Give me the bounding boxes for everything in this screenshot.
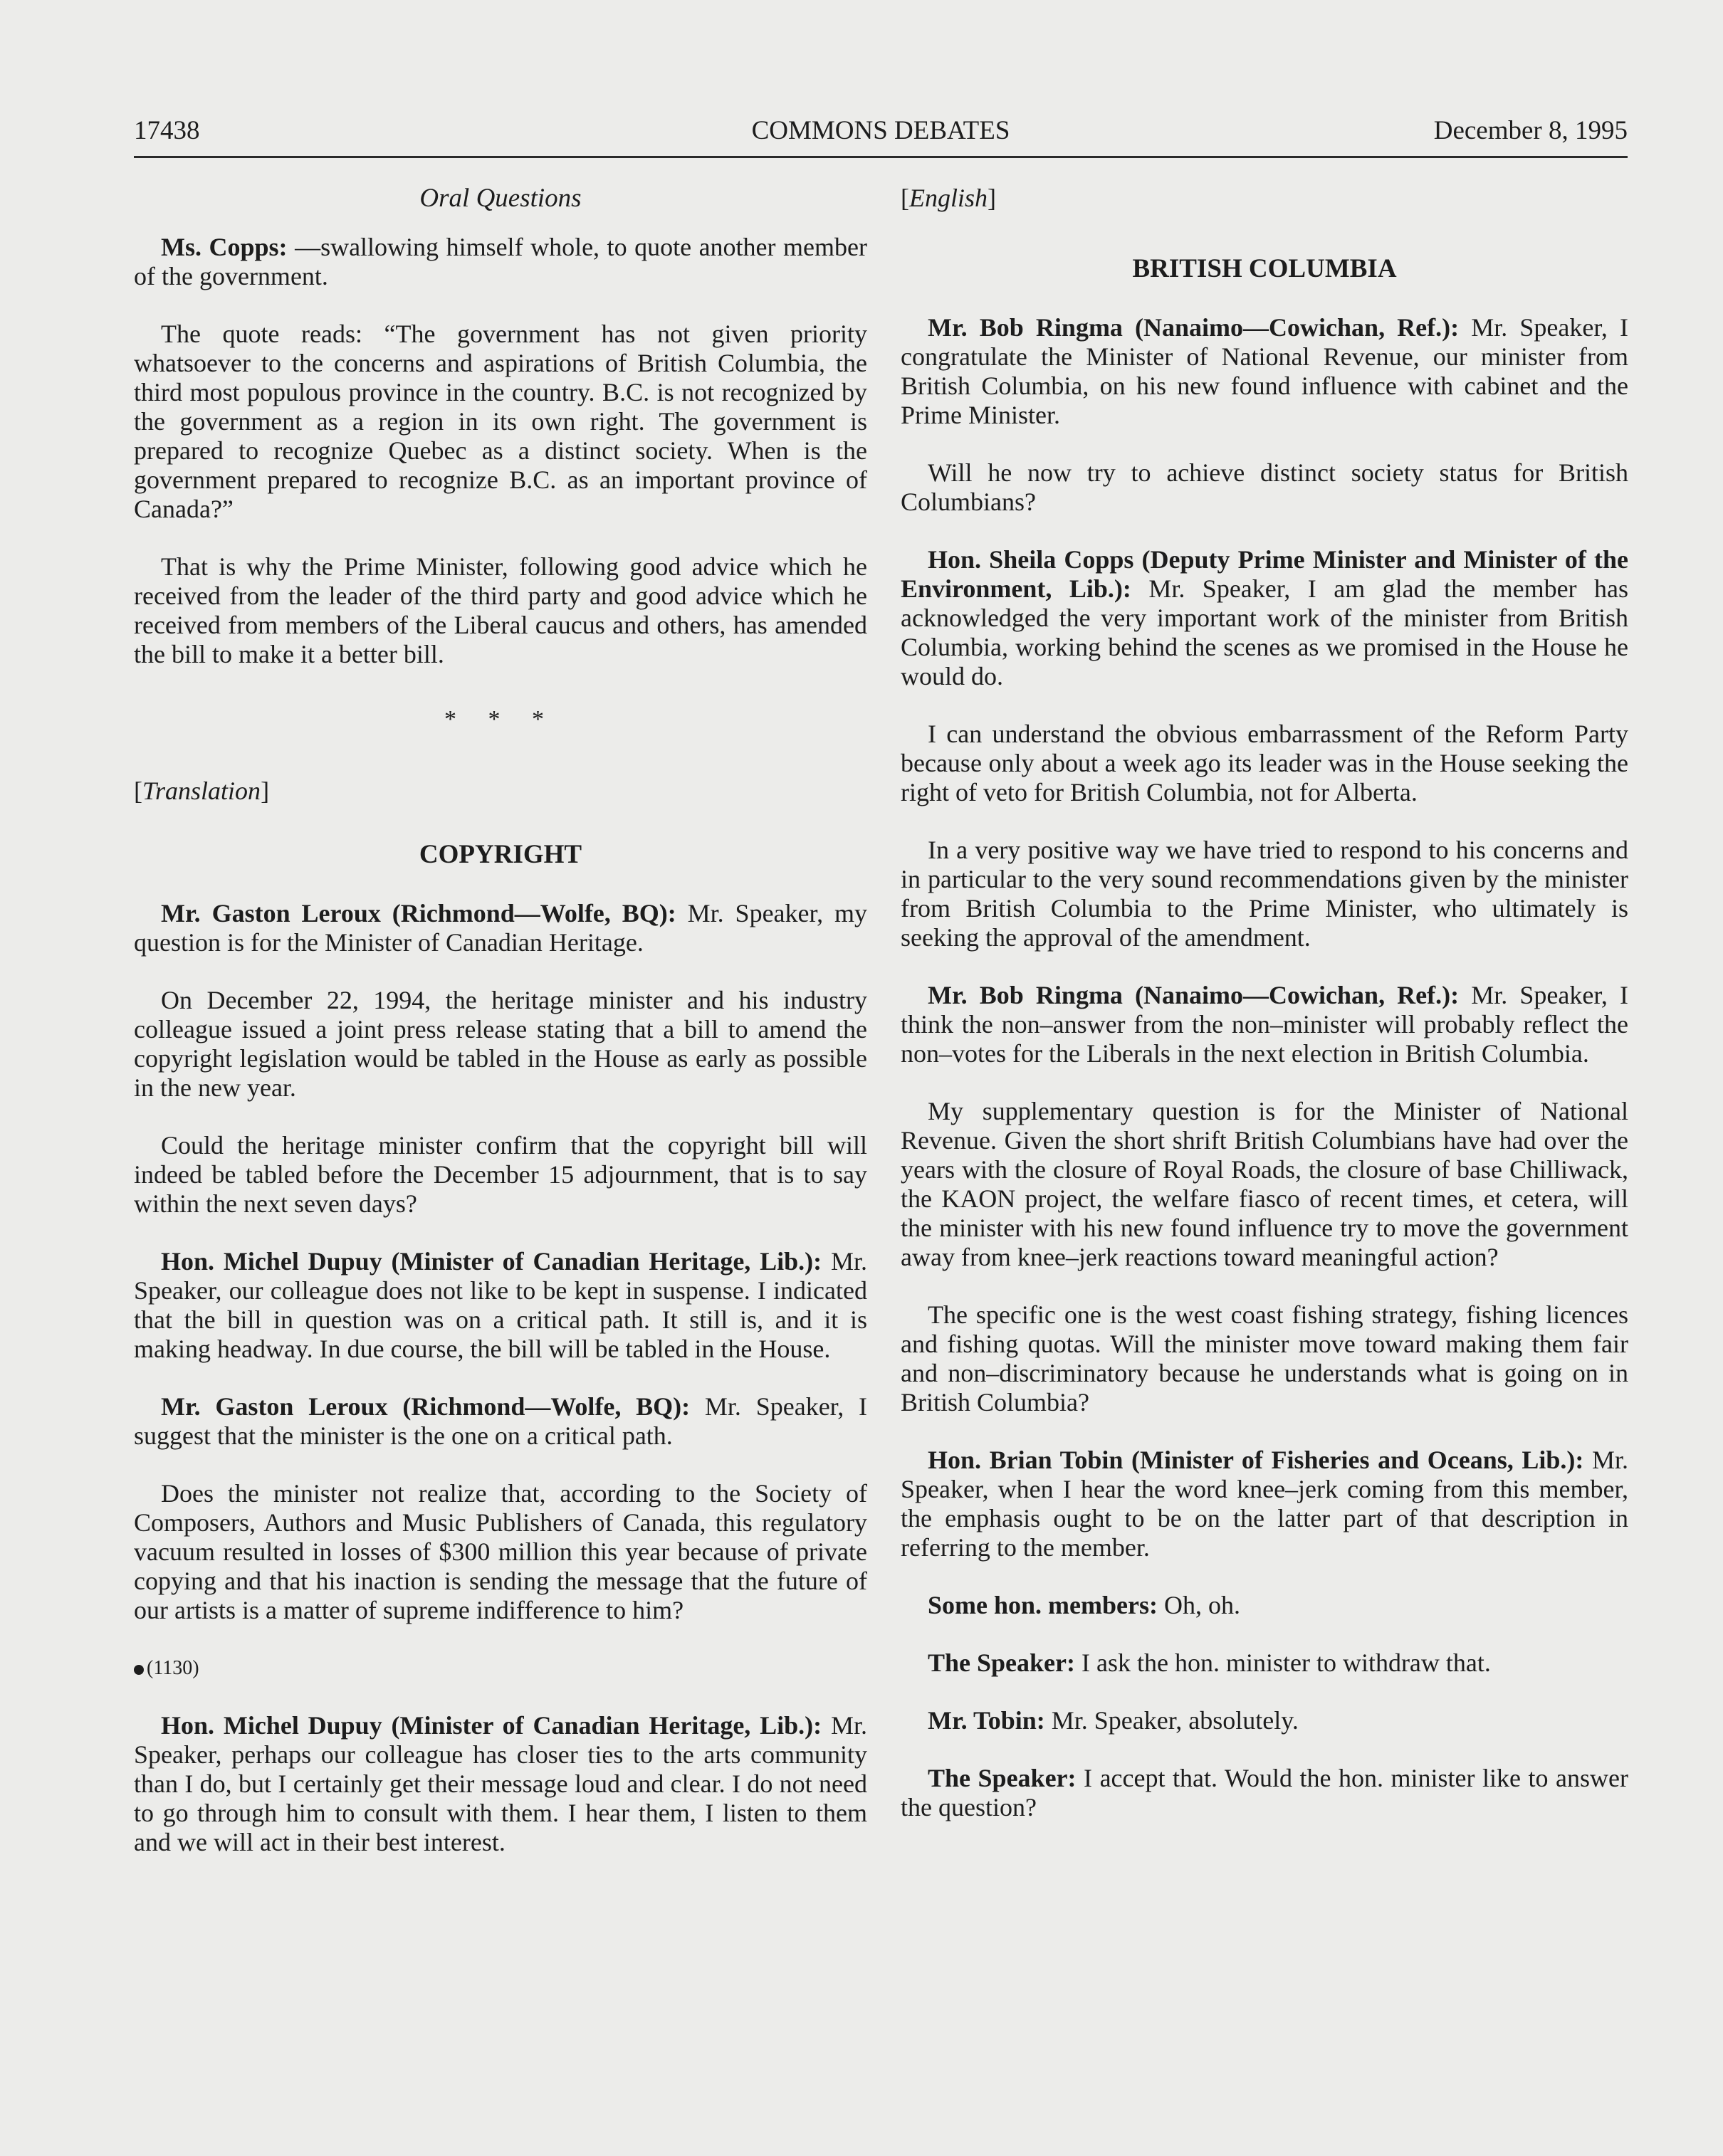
publication-title: COMMONS DEBATES — [751, 116, 1010, 145]
speech-text: Mr. Speaker, I congratulate the Minister of National Revenue, our minister from British Columbia, on his new found influence with cabinet and the Prime Minister. — [901, 313, 1628, 429]
speech-paragraph: My supplementary question is for the Minister of National Revenue. Given the short shrift British Columbians have had over the years with the closure of Royal Roads, the closure of base Chilliwack, the KAON project, the welfare fiasco of recent times, et cetera, will the minister with his new found influence try to move the government away from knee–jerk reactions toward meaningful action? — [901, 1097, 1628, 1271]
speech-paragraph — [134, 1392, 867, 1451]
language-note: [Translation] — [134, 777, 270, 805]
speaker-name: Hon. Brian Tobin (Minister of Fisheries and Oceans, Lib.): — [928, 1446, 1584, 1474]
language-note-word: English — [909, 184, 988, 212]
speaker-name: The Speaker: — [928, 1648, 1075, 1677]
page-header — [134, 115, 1628, 157]
speaker-name: Hon. Michel Dupuy (Minister of Canadian Heritage, Lib.): — [161, 1711, 822, 1740]
speech-text: I accept that. Would the hon. minister like to answer the question? — [901, 1764, 1628, 1821]
speech-paragraph — [901, 1706, 1628, 1735]
section-heading: COPYRIGHT — [419, 840, 582, 869]
speech-paragraph — [901, 1764, 1628, 1822]
speaker-name: Some hon. members: — [928, 1591, 1158, 1619]
speech-paragraph: The quote reads: “The government has not given priority whatsoever to the concerns and aspirations of British Columbia, the third most populous province in the country. B.C. is not recognized by the government as a region in its own right. The government is prepared to recognize Quebec as a distinct society. When is the government prepared to recognize B.C. as an important province of Canada?” — [134, 320, 867, 523]
speech-paragraph — [901, 313, 1628, 430]
speech-text: —swallowing himself whole, to quote another member of the government. — [134, 233, 867, 290]
sitting-date: December 8, 1995 — [1433, 116, 1628, 145]
running-head: Oral Questions — [419, 184, 582, 213]
speech-text: Mr. Speaker, I think the non–answer from the non–minister will probably reflect the non–votes for the Liberals in the next election in British Columbia. — [901, 981, 1628, 1068]
speech-paragraph: That is why the Prime Minister, following good advice which he received from the leader of the third party and good advice which he received from members of the Liberal caucus and others, has amended the bill to make it a better bill. — [134, 552, 867, 668]
speech-paragraph: On December 22, 1994, the heritage minister and his industry colleague issued a joint press release stating that a bill to amend the copyright legislation would be tabled in the House as early as possible in the new year. — [134, 986, 867, 1102]
speech-text: Mr. Speaker, I suggest that the minister is the one on a critical path. — [134, 1392, 867, 1450]
section-heading: BRITISH COLUMBIA — [1132, 254, 1397, 283]
speech-text: Mr. Speaker, our colleague does not like to be kept in suspense. I indicated that the bill in question was on a critical path. It still is, and it is making headway. In due course, the bill will be tabled in the House. — [134, 1247, 867, 1363]
right-column — [901, 184, 1628, 1851]
time-marker: (1130) — [134, 1653, 867, 1683]
section-break-stars: * * * — [444, 706, 557, 732]
speech-paragraph — [901, 981, 1628, 1068]
speech-paragraph — [134, 233, 867, 291]
speaker-name: Hon. Sheila Copps (Deputy Prime Minister and Minister of the Environment, Lib.): — [901, 545, 1628, 603]
page-number: 17438 — [134, 116, 200, 145]
speech-text: Mr. Speaker, I am glad the member has acknowledged the very important work of the minister from British Columbia, working behind the scenes as we promised in the House he would do. — [901, 574, 1628, 690]
language-note: [English] — [901, 184, 997, 212]
speech-paragraph — [901, 1648, 1628, 1678]
speech-paragraph: I can understand the obvious embarrassment of the Reform Party because only about a week ago its leader was in the House seeking the right of veto for British Columbia, not for Alberta. — [901, 720, 1628, 806]
speech-text: Mr. Speaker, absolutely. — [1044, 1706, 1299, 1735]
left-column — [134, 184, 867, 1886]
speech-paragraph — [134, 1247, 867, 1364]
speaker-name: The Speaker: — [928, 1764, 1077, 1792]
speech-text: Mr. Speaker, when I hear the word knee–jerk coming from this member, the emphasis ought to be on the latter part of that description in referring to the member. — [901, 1446, 1628, 1562]
speech-paragraph: Does the minister not realize that, according to the Society of Composers, Authors and Music Publishers of Canada, this regulatory vacuum resulted in losses of $300 million this year because of private copying and that his inaction is sending the message that the future of our artists is a matter of supreme indifference to him? — [134, 1479, 867, 1624]
speech-text: Mr. Speaker, perhaps our colleague has closer ties to the arts community than I do, but I certainly get their message loud and clear. I do not need to go through him to consult with them. I hear them, I listen to them and we will act in their best interest. — [134, 1711, 867, 1856]
header-rule — [134, 156, 1628, 158]
speaker-name: Ms. Copps: — [161, 233, 288, 261]
speaker-name: Mr. Gaston Leroux (Richmond—Wolfe, BQ): — [161, 899, 676, 927]
speech-paragraph — [901, 1591, 1628, 1620]
speech-paragraph — [901, 1446, 1628, 1562]
speaker-name: Hon. Michel Dupuy (Minister of Canadian Heritage, Lib.): — [161, 1247, 822, 1276]
speech-text: Oh, oh. — [1157, 1591, 1240, 1619]
speaker-name: Mr. Gaston Leroux (Richmond—Wolfe, BQ): — [161, 1392, 691, 1421]
speech-paragraph: Will he now try to achieve distinct society status for British Columbians? — [901, 458, 1628, 516]
speaker-name: Mr. Bob Ringma (Nanaimo—Cowichan, Ref.): — [928, 313, 1460, 342]
speech-paragraph — [134, 899, 867, 957]
speech-paragraph: In a very positive way we have tried to respond to his concerns and in particular to the very sound recommendations given by the minister from British Columbia to the Prime Minister, who ultimately is seeking the approval of the amendment. — [901, 836, 1628, 952]
speech-text: I ask the hon. minister to withdraw that. — [1075, 1648, 1491, 1677]
speech-text: Mr. Speaker, my question is for the Minister of Canadian Heritage. — [134, 899, 867, 957]
language-note-word: Translation — [142, 777, 261, 805]
speaker-name: Mr. Bob Ringma (Nanaimo—Cowichan, Ref.): — [928, 981, 1460, 1009]
speech-paragraph: The specific one is the west coast fishing strategy, fishing licences and fishing quotas. Will the minister move toward making them fair and non–discriminatory because he understands what is going on in British Columbia? — [901, 1300, 1628, 1416]
speech-paragraph — [134, 1711, 867, 1857]
speaker-name: Mr. Tobin: — [928, 1706, 1045, 1735]
speech-paragraph: Could the heritage minister confirm that the copyright bill will indeed be tabled before the December 15 adjournment, that is to say within the next seven days? — [134, 1131, 867, 1218]
speech-paragraph — [901, 545, 1628, 691]
bullet-icon — [134, 1665, 144, 1675]
